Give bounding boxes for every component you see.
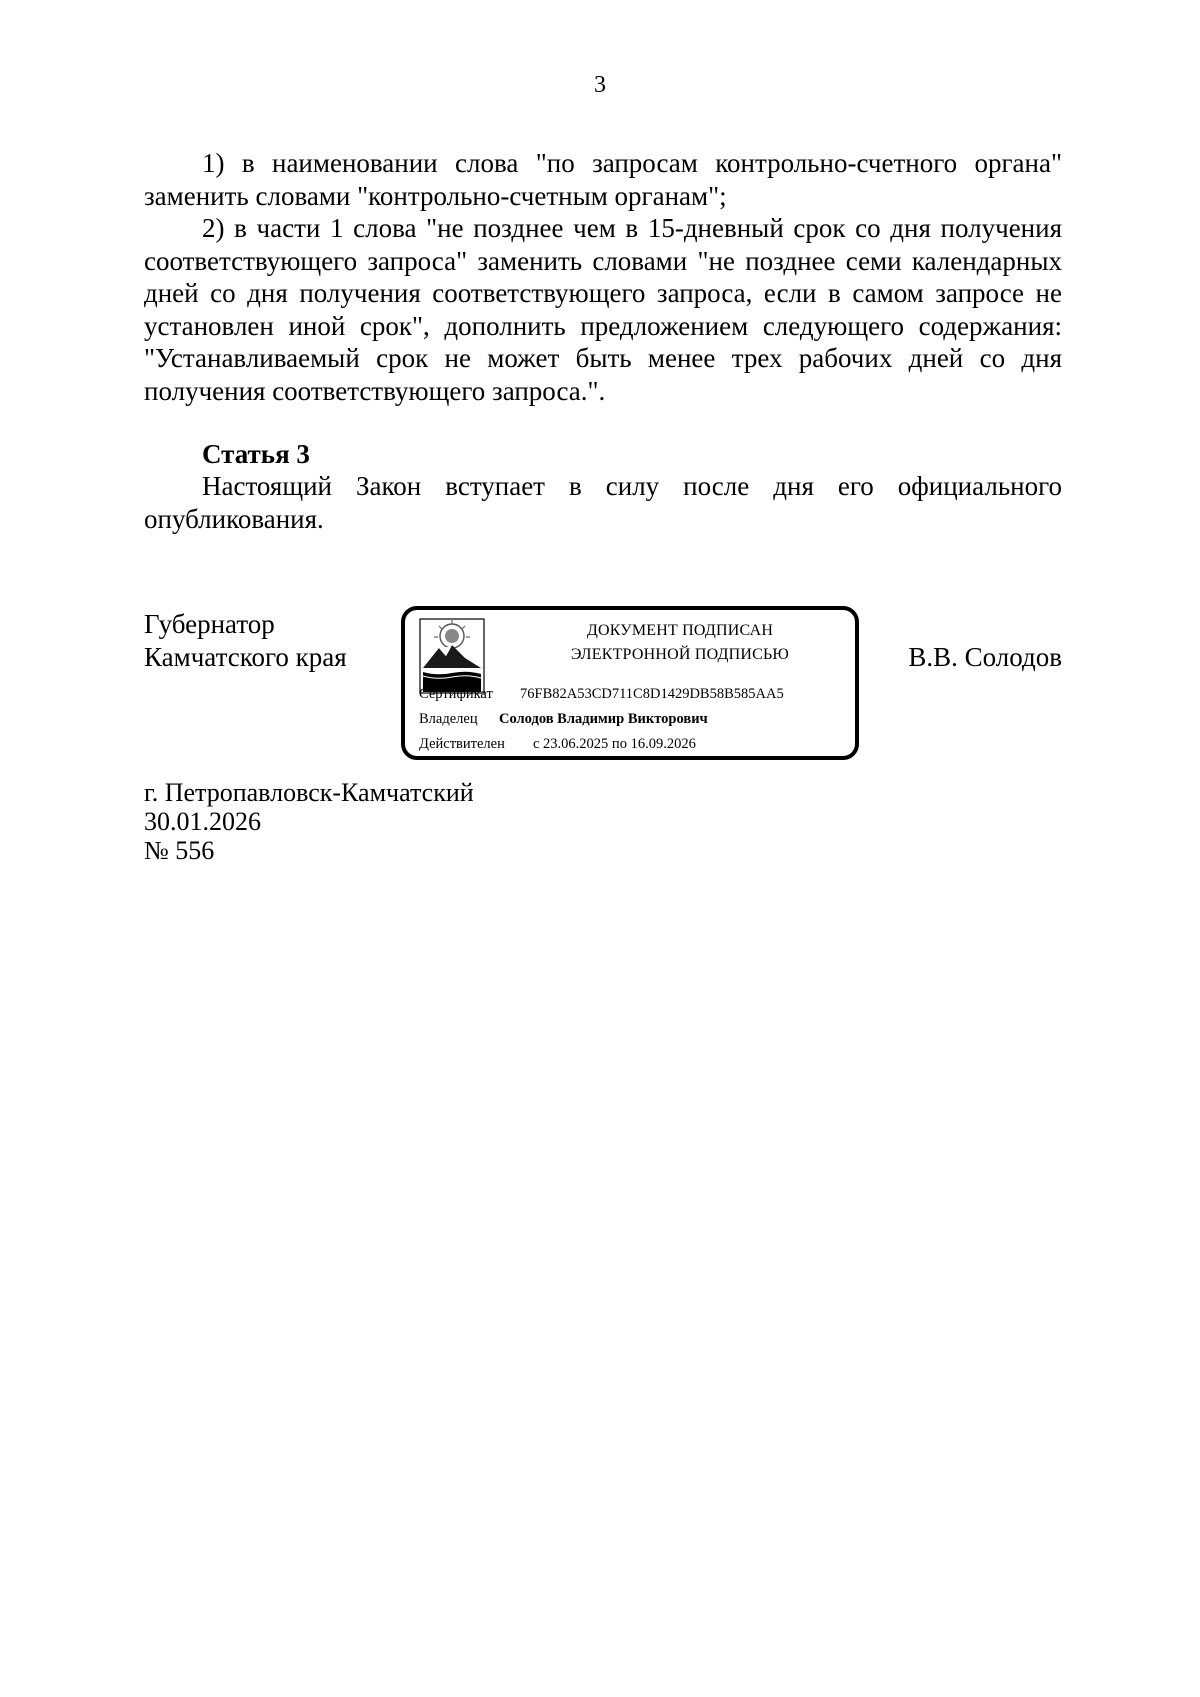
certificate-label: Сертификат [419, 686, 493, 702]
amendments-block [144, 147, 1062, 407]
electronic-signature-stamp [401, 606, 859, 760]
owner-value: Солодов Владимир Викторович [499, 711, 708, 727]
article-body [144, 470, 1062, 535]
stamp-title-line2: ЭЛЕКТРОННОЙ ПОДПИСЬЮ [570, 646, 790, 663]
signer-name: В.В. Солодов [908, 642, 1062, 672]
article-text: Настоящий Закон вступает в силу после дня его официального опубликования. [144, 471, 1062, 534]
article-heading: Статья 3 [202, 439, 310, 469]
stamp-validity-row [419, 736, 696, 753]
stamp-owner-row [419, 711, 708, 728]
document-number: № 556 [144, 836, 215, 865]
kamchatka-coat-of-arms-icon [419, 618, 485, 694]
stamp-certificate-row [419, 686, 784, 703]
stamp-title-line1: ДОКУМЕНТ ПОДПИСАН [586, 622, 774, 639]
paragraph-2: 2) в части 1 слова "не позднее чем в 15-дневный срок со дня получения соответствующего запроса" заменить словами "не позднее семи календарных дней со дня получения соответствующего запроса, если в самом запросе не установлен иной срок", дополнить предложением следующего содержания: "Устанавливаемый срок не может быть менее трех рабочих дней со дня получения соответствующего запроса.". [144, 213, 1062, 406]
page-number: 3 [594, 72, 606, 98]
certificate-value: 76FB82A53CD711C8D1429DB58B585AA5 [520, 686, 784, 702]
signer-position-line2: Камчатского края [144, 642, 347, 672]
signer-position [144, 608, 347, 674]
document-footer [144, 778, 474, 865]
signer-position-line1: Губернатор [144, 609, 275, 639]
validity-label: Действителен [419, 736, 505, 752]
owner-label: Владелец [419, 711, 478, 727]
date: 30.01.2026 [144, 807, 261, 836]
validity-value: с 23.06.2025 по 16.09.2026 [533, 736, 696, 752]
paragraph-1: 1) в наименовании слова "по запросам контрольно-счетного органа" заменить словами "контрольно-счетным органам"; [144, 148, 1062, 211]
city: г. Петропавловск-Камчатский [144, 778, 474, 807]
